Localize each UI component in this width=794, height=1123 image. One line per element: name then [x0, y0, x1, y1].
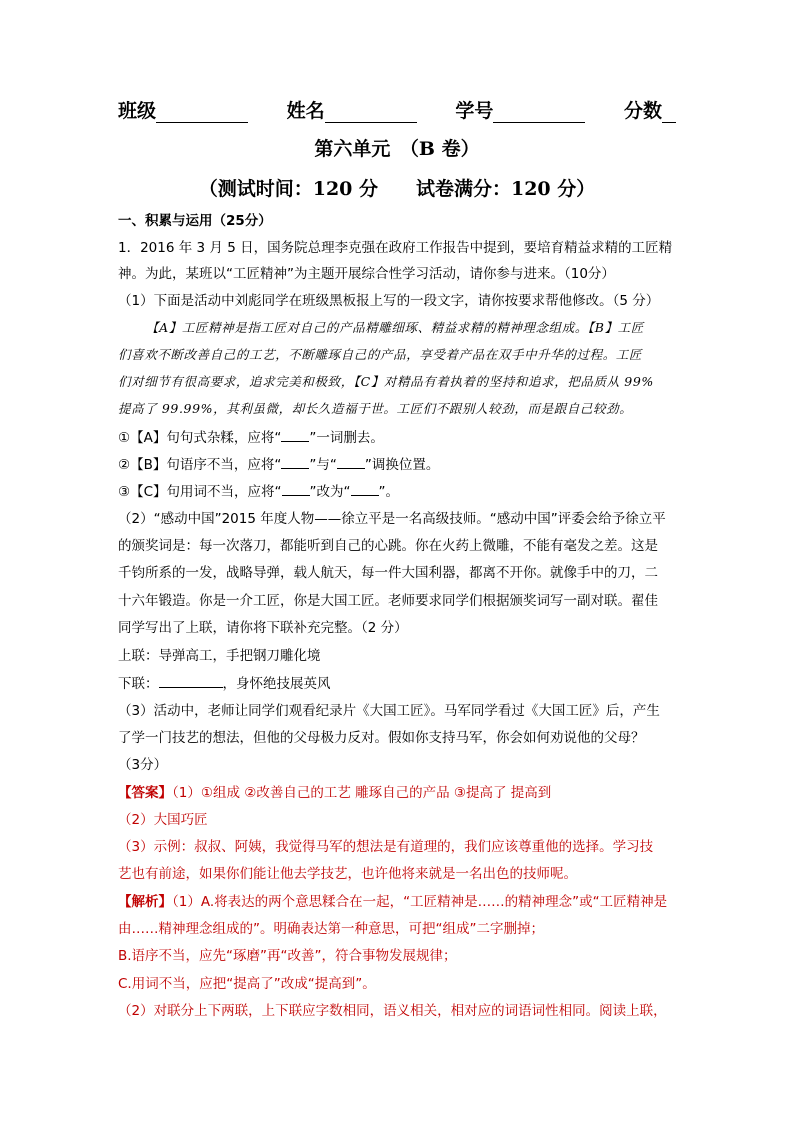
answer-blank[interactable]: [282, 482, 310, 496]
answer-blank[interactable]: [351, 482, 379, 496]
name-blank[interactable]: [325, 102, 417, 123]
analysis-label: 【解析】: [118, 894, 172, 910]
q1-sub2-line: （2）“感动中国”2015 年度人物——徐立平是一名高级技师。“感动中国”评委会给予徐立平: [118, 511, 666, 527]
q1-intro-line: 1．2016 年 3 月 5 日，国务院总理李克强在政府工作报告中提到，要培育精益求精的工匠精: [118, 240, 673, 256]
answer-line: （3）示例：叔叔、阿姨，我觉得马军的想法是有道理的，我们应该尊重他的选择。学习技: [118, 839, 654, 855]
score-blank[interactable]: [662, 102, 676, 123]
answer-line: （2）大国巧匠: [118, 812, 208, 828]
class-blank[interactable]: [156, 102, 248, 123]
name-field[interactable]: 姓名: [287, 96, 417, 123]
passage-line: 们喜欢不断改善自己的工艺，不断雕琢自己的产品，享受着产品在双手中升华的过程。工匠: [118, 347, 643, 362]
couplet-blank[interactable]: [159, 674, 223, 688]
answer-blank[interactable]: [337, 455, 365, 469]
answer-line: 【答案】（1）①组成 ②改善自己的工艺 雕琢自己的产品 ③提高了 提高到: [118, 785, 552, 801]
class-field[interactable]: 班级: [118, 96, 248, 123]
fill-item-b: ②【B】句语序不当，应将“ ”与“ ”调换位置。: [118, 457, 440, 473]
q1-sub2-line: 十六年锻造。你是一介工匠，你是大国工匠。老师要求同学们根据颁奖词写一副对联。翟佳: [118, 593, 658, 609]
q1-sub2-line: 同学写出了上联，请你将下联补充完整。（2 分）: [118, 620, 408, 636]
student-info-fields: [0, 96, 794, 124]
q1-sub1-prompt: （1）下面是活动中刘彪同学在班级黑板报上写的一段文字，请你按要求帮他修改。（5 分）: [118, 293, 660, 309]
answer-blank[interactable]: [281, 455, 309, 469]
passage-line: 们对细节有很高要求，追求完美和极致，【C】对精品有着执着的坚持和追求，把品质从 99%: [118, 374, 654, 389]
section-title: 一、积累与运用（25分）: [118, 213, 272, 229]
analysis-line: C.用词不当，应把“提高了”改成“提高到”。: [118, 976, 376, 992]
id-blank[interactable]: [493, 102, 585, 123]
unit-title: 第六单元 （B 卷）: [314, 138, 480, 160]
passage-line: 提高了 99.99%，其利虽微，却长久造福于世。工匠们不跟别人较劲，而是跟自己较劲。: [118, 401, 633, 416]
fill-item-a: ①【A】句句式杂糅，应将“ ”一词删去。: [118, 430, 384, 446]
score-field[interactable]: 分数: [624, 96, 676, 123]
q1-sub3-line: （3分）: [118, 757, 168, 773]
q1-sub2-line: 千钧所系的一发，战略导弹，载人航天，每一件大国利器，都离不开你。就像手中的刀，二: [118, 565, 658, 581]
answer-line: 艺也有前途，如果你们能让他去学技艺，也许他将来就是一名出色的技师呢。: [118, 866, 577, 882]
analysis-line: 由……精神理念组成的”。明确表达第一种意思，可把“组成”二字删掉；: [118, 921, 544, 937]
answer-label: 【答案】: [118, 785, 172, 801]
lower-couplet: 下联： ，身怀绝技展英风: [118, 676, 331, 692]
q1-sub3-line: （3）活动中，老师让同学们观看纪录片《大国工匠》。马军同学看过《大国工匠》后，产生: [118, 703, 660, 719]
analysis-line: （2）对联分上下两联，上下联应字数相同，语义相关，相对应的词语词性相同。阅读上联，: [118, 1003, 667, 1019]
q1-intro-line: 神。为此，某班以“工匠精神”为主题开展综合性学习活动，请你参与进来。（10分）: [118, 266, 615, 282]
analysis-line: 【解析】（1）A.将表达的两个意思糅合在一起，“工匠精神是……的精神理念”或“工匠精神是: [118, 894, 668, 910]
test-time-info: （测试时间：120 分 试卷满分：120 分）: [198, 178, 596, 200]
upper-couplet: 上联：导弹高工，手把钢刀雕化境: [118, 648, 321, 664]
q1-sub3-line: 了学一门技艺的想法，但他的父母极力反对。假如你支持马军，你会如何劝说他的父母？: [118, 730, 645, 746]
answer-blank[interactable]: [281, 428, 309, 442]
student-id-field[interactable]: 学号: [455, 96, 585, 123]
passage-line: 【A】工匠精神是指工匠对自己的产品精雕细琢、精益求精的精神理念组成。【B】工匠: [146, 320, 644, 335]
fill-item-c: ③【C】句用词不当，应将“ ”改为“ ”。: [118, 484, 400, 500]
analysis-line: B.语序不当，应先“琢磨”再“改善”，符合事物发展规律；: [118, 948, 457, 964]
q1-sub2-line: 的颁奖词是：每一次落刀，都能听到自己的心跳。你在火药上微雕，不能有毫发之差。这是: [118, 538, 658, 554]
